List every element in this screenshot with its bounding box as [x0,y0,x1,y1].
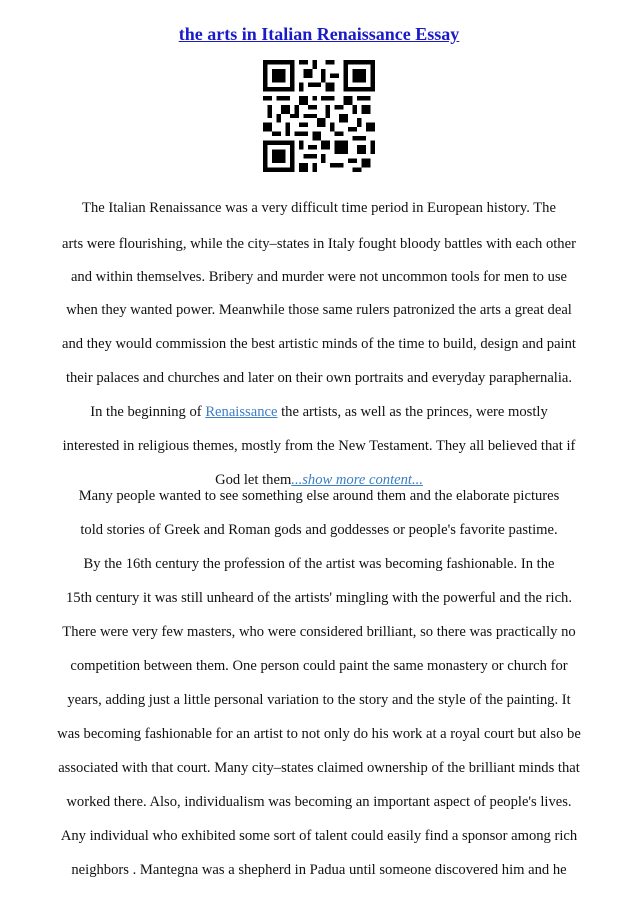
paragraph-line: years, adding just a little personal variation to the story and the style of the painting. It [67,692,571,708]
paragraph-line: associated with that court. Many city–states claimed ownership of the brilliant minds that [58,760,580,776]
paragraph-line [52,404,586,421]
text-segment: God let them [215,472,292,488]
essay-title-link[interactable]: the arts in Italian Renaissance Essay [178,24,460,44]
text-segment: the artists, as well as the princes, were mostly [277,404,548,420]
paragraph-line: arts were flourishing, while the city–states in Italy fought bloody battles with each other [62,236,576,252]
paragraph-line: neighbors . Mantegna was a shepherd in Padua until someone discovered him and he [71,862,567,878]
show-more-link[interactable]: ...show more content... [291,472,423,488]
paragraph-line: worked there. Also, individualism was becoming an important aspect of people's lives. [66,794,572,810]
paragraph-line [52,472,586,489]
paragraph-line: Any individual who exhibited some sort of talent could easily find a sponsor among rich [60,828,578,844]
paragraph-line: By the 16th century the profession of the artist was becoming fashionable. In the [83,556,555,572]
renaissance-link[interactable]: Renaissance [205,404,278,420]
paragraph-line: interested in religious themes, mostly from the New Testament. They all believed that if [62,438,576,454]
paragraph-line: was becoming fashionable for an artist to not only do his work at a royal court but also be [57,726,581,742]
paragraph-line: and within themselves. Bribery and murder were not uncommon tools for men to use [70,269,568,285]
paragraph-line: when they wanted power. Meanwhile those same rulers patronized the arts a great deal [66,302,572,318]
paragraph-line: their palaces and churches and later on their own portraits and everyday paraphernalia. [65,370,573,386]
paragraph-line: 15th century it was still unheard of the artists' mingling with the powerful and the rich. [65,590,572,606]
paragraph-line: and they would commission the best artistic minds of the time to build, design and paint [62,336,576,352]
paragraph-line: Many people wanted to see something else around them and the elaborate pictures [78,488,560,504]
paragraph-line: competition between them. One person could paint the same monastery or church for [70,658,568,674]
paragraph-line: told stories of Greek and Roman gods and goddesses or people's favorite pastime. [80,522,558,538]
paragraph-line: There were very few masters, who were considered brilliant, so there was practically no [62,624,576,640]
paragraph-line: The Italian Renaissance was a very difficult time period in European history. The [82,200,556,216]
qr-code-icon [263,60,375,172]
text-segment: In the beginning of [90,404,206,420]
